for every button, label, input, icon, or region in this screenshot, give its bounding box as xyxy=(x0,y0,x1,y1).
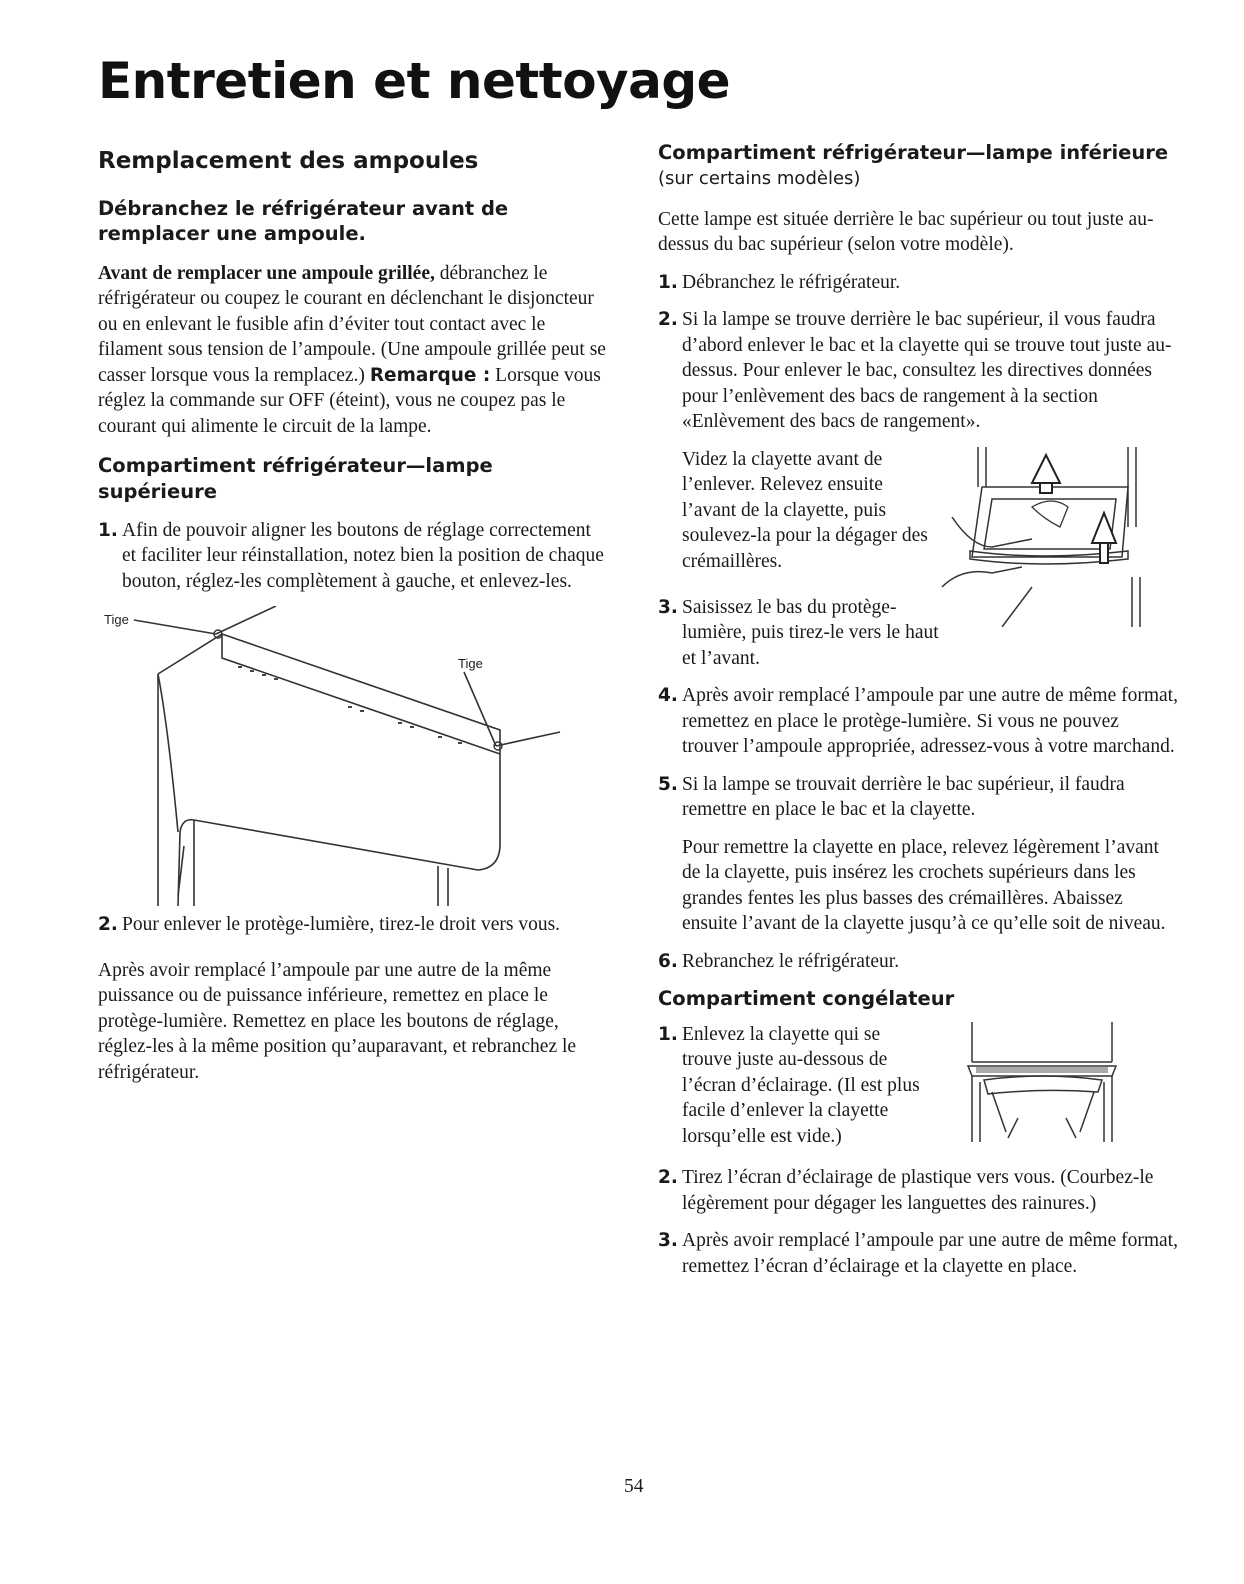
step-number: 6. xyxy=(658,950,678,972)
lower-lamp-heading-bold: Compartiment réfrigérateur—lampe inférieure xyxy=(658,141,1169,164)
upper-step-1 xyxy=(98,518,608,595)
intro-text-1: débranchez le réfrigérateur ou coupez le courant en déclenchant le disjoncteur ou en enlevant le fusible afin d’éviter tout contact avec le filament sous tension de l’ampoule. (Une ampoule grillée peut se casser lorsque vous la remplacez.) xyxy=(98,262,606,386)
lower-step-3 xyxy=(658,595,948,672)
right-column xyxy=(658,140,1178,1291)
step-text: Tirez l’écran d’éclairage de plastique vers vous. (Courbez-le légèrement pour dégager les languettes des rainures.) xyxy=(682,1167,1154,1214)
step-text: Afin de pouvoir aligner les boutons de réglage correctement et faciliter leur réinstallation, notez bien la position de chaque bouton, réglez-les complètement à gauche, et enlevez-les. xyxy=(122,519,604,592)
intro-lead: Avant de remplacer une ampoule grillée, xyxy=(98,262,435,284)
lower-step-5 xyxy=(658,772,1178,823)
upper-lamp-heading: Compartiment réfrigérateur—lampe supérieure xyxy=(98,454,493,503)
lower-step-1 xyxy=(658,270,1178,296)
figure-label-tige-left: Tige xyxy=(104,612,129,628)
page-number: 54 xyxy=(624,1476,644,1497)
step-text: Saisissez le bas du protège-lumière, puis tirez-le vers le haut et l’avant. xyxy=(682,596,939,669)
step-text: Si la lampe se trouvait derrière le bac supérieur, il faudra remettre en place le bac et la clayette. xyxy=(682,773,1125,821)
step-text: Rebranchez le réfrigérateur. xyxy=(682,950,900,972)
shelf-note: Videz la clayette avant de l’enlever. Relevez ensuite l’avant de la clayette, puis soulevez-la pour la dégager des crémaillères. xyxy=(682,448,928,572)
reinstall-note: Pour remettre la clayette en place, relevez légèrement l’avant de la clayette, puis insérez les crochets supérieurs dans les grandes fentes les plus basses des crémaillères. Abaissez ensuite l’avant de la clayette jusqu’à ce qu’elle soit de niveau. xyxy=(682,836,1166,935)
freezer-heading: Compartiment congélateur xyxy=(658,987,955,1011)
intro-paragraph xyxy=(98,261,608,440)
after-replacement-paragraph: Après avoir remplacé l’ampoule par une autre de la même puissance ou de puissance inférieure, remettez en place le protège-lumière. Remettez en place les boutons de réglage, réglez-les à la même position qu’auparavant, et rebranchez le réfrigérateur. xyxy=(98,959,577,1083)
warning-heading: Débranchez le réfrigérateur avant de remplacer une ampoule. xyxy=(98,197,509,246)
left-column xyxy=(98,140,608,1097)
step-text: Débranchez le réfrigérateur. xyxy=(682,271,901,293)
remarque-label: Remarque : xyxy=(369,364,491,386)
step-number: 3. xyxy=(658,1230,678,1252)
step-number: 2. xyxy=(658,1167,678,1189)
step-number: 4. xyxy=(658,685,678,707)
freezer-shield-illustration xyxy=(962,1022,1122,1142)
step-number: 3. xyxy=(658,596,678,618)
step-text: Enlevez la clayette qui se trouve juste au-dessous de l’écran d’éclairage. (Il est plus facile d’enlever la clayette lorsqu’elle est vide.) xyxy=(682,1023,920,1147)
lower-lamp-intro: Cette lampe est située derrière le bac supérieur ou tout juste au-dessus du bac supérieur (selon votre modèle). xyxy=(658,208,1154,256)
lower-lamp-heading xyxy=(658,140,1178,191)
step-number: 1. xyxy=(658,1023,678,1045)
step-text: Après avoir remplacé l’ampoule par une autre de même format, remettez en place le protège-lumière. Si vous ne pouvez trouver l’ampoule appropriée, adressez-vous à votre marchand. xyxy=(682,685,1178,758)
lower-step-2 xyxy=(658,307,1178,435)
lower-step-6 xyxy=(658,949,1178,975)
freezer-step-3 xyxy=(658,1228,1178,1279)
step-number: 2. xyxy=(98,914,118,936)
section-title: Remplacement des ampoules xyxy=(98,148,479,174)
step-text: Après avoir remplacé l’ampoule par une autre de même format, remettez l’écran d’éclairage et la clayette en place. xyxy=(682,1230,1178,1277)
step-text: Pour enlever le protège-lumière, tirez-le droit vers vous. xyxy=(122,914,561,936)
freezer-step-1 xyxy=(658,1022,928,1150)
step-number: 1. xyxy=(658,271,678,293)
page-title: Entretien et nettoyage xyxy=(98,52,731,110)
step-number: 5. xyxy=(658,773,678,795)
lower-step-4 xyxy=(658,683,1178,760)
step-text: Si la lampe se trouve derrière le bac supérieur, il vous faudra d’abord enlever le bac et la clayette qui se trouve tout juste au-dessus. Pour enlever le bac, consultez les directives données pour l’enlèvement des bacs de rangement à la section «Enlèvement des bacs de rangement». xyxy=(682,309,1172,433)
upper-step-2 xyxy=(98,912,608,938)
shelf-removal-illustration xyxy=(932,447,1152,627)
step-number: 1. xyxy=(98,519,118,541)
step-number: 2. xyxy=(658,309,678,331)
freezer-step-1-block xyxy=(658,1022,1178,1150)
lower-lamp-heading-note: (sur certains modèles) xyxy=(658,168,861,190)
intro-text-2: Lorsque vous réglez la commande sur OFF (éteint), vous ne coupez pas le courant qui alimente le circuit de la lampe. xyxy=(98,364,601,437)
light-shield-illustration xyxy=(98,606,578,906)
freezer-step-2 xyxy=(658,1165,1178,1216)
figure-label-tige-right: Tige xyxy=(458,656,483,672)
